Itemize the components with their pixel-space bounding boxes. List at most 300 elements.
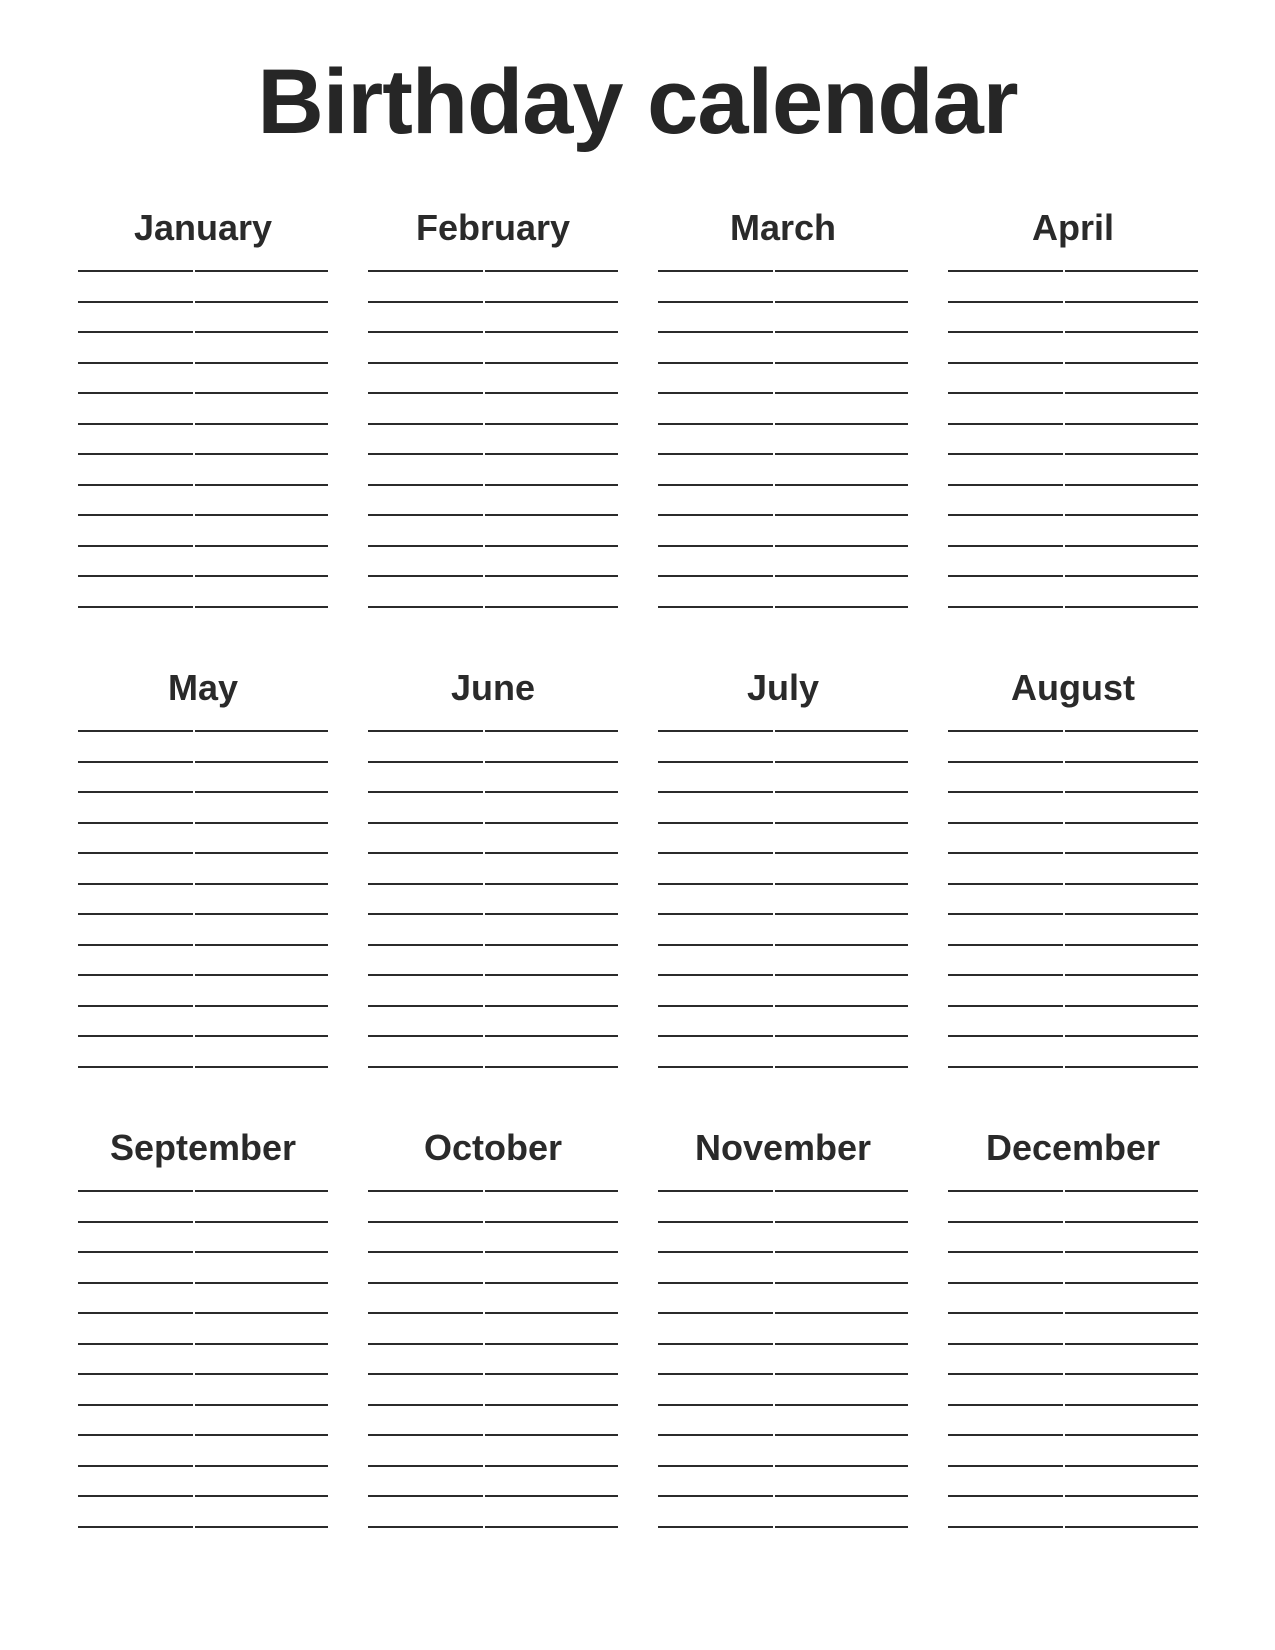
entry-line[interactable] [368,392,618,394]
line-divider [773,1404,775,1406]
entry-line[interactable] [368,761,618,763]
entry-line[interactable] [948,1373,1198,1375]
line-divider [1063,1282,1065,1284]
entry-line[interactable] [948,822,1198,824]
entry-line[interactable] [368,1005,618,1007]
entry-line[interactable] [658,1404,908,1406]
entry-line[interactable] [368,1343,618,1345]
line-divider [1063,423,1065,425]
entry-line[interactable] [78,730,328,732]
entry-line[interactable] [658,944,908,946]
entry-line[interactable] [78,423,328,425]
entry-line[interactable] [658,545,908,547]
line-divider [1063,1221,1065,1223]
line-divider [483,1066,485,1068]
line-divider [193,1066,195,1068]
line-divider [1063,514,1065,516]
month-heading: October [423,1127,563,1168]
line-divider [1063,944,1065,946]
line-divider [193,761,195,763]
entry-line[interactable] [658,1343,908,1345]
entry-line[interactable] [658,1373,908,1375]
line-divider [193,1404,195,1406]
line-divider [193,1035,195,1037]
entry-line[interactable] [78,453,328,455]
line-divider [483,1190,485,1192]
entry-line[interactable] [658,423,908,425]
entry-line[interactable] [658,362,908,364]
line-divider [483,1495,485,1497]
line-divider [483,1526,485,1528]
line-divider [773,1526,775,1528]
line-divider [1063,392,1065,394]
line-divider [773,423,775,425]
entry-line[interactable] [658,484,908,486]
line-divider [193,301,195,303]
line-divider [773,1434,775,1436]
line-divider [483,883,485,885]
entry-line[interactable] [78,606,328,608]
entry-line[interactable] [948,1312,1198,1314]
entry-line[interactable] [368,545,618,547]
line-divider [193,791,195,793]
entry-line[interactable] [78,1221,328,1223]
entry-line[interactable] [368,362,618,364]
line-divider [193,1312,195,1314]
line-divider [773,944,775,946]
line-divider [483,575,485,577]
line-divider [193,883,195,885]
line-divider [193,1190,195,1192]
line-divider [1063,1066,1065,1068]
line-divider [193,730,195,732]
entry-line[interactable] [948,913,1198,915]
line-divider [773,453,775,455]
month-heading: May [167,667,239,708]
line-divider [1063,1404,1065,1406]
entry-line[interactable] [78,362,328,364]
entry-line[interactable] [78,514,328,516]
line-divider [773,545,775,547]
line-divider [193,1282,195,1284]
entry-line[interactable] [78,1190,328,1192]
line-divider [193,1343,195,1345]
line-divider [193,484,195,486]
entry-line[interactable] [948,883,1198,885]
entry-line[interactable] [368,1251,618,1253]
line-divider [773,362,775,364]
line-divider [773,852,775,854]
entry-line[interactable] [368,852,618,854]
line-divider [483,1005,485,1007]
line-divider [483,331,485,333]
line-divider [1063,270,1065,272]
entry-line[interactable] [78,301,328,303]
entry-line[interactable] [948,423,1198,425]
line-divider [1063,331,1065,333]
entry-line[interactable] [368,791,618,793]
entry-line[interactable] [368,423,618,425]
line-divider [483,1343,485,1345]
entry-line[interactable] [658,1251,908,1253]
entry-line[interactable] [78,1526,328,1528]
line-divider [1063,1495,1065,1497]
line-divider [773,301,775,303]
line-divider [193,270,195,272]
entry-line[interactable] [948,270,1198,272]
line-divider [483,1282,485,1284]
line-divider [773,761,775,763]
entry-line[interactable] [78,1251,328,1253]
entry-line[interactable] [78,791,328,793]
month-heading: November [694,1127,872,1168]
entry-line[interactable] [78,484,328,486]
entry-line[interactable] [658,1221,908,1223]
entry-line[interactable] [368,1312,618,1314]
line-divider [193,974,195,976]
entry-line[interactable] [658,852,908,854]
line-divider [1063,453,1065,455]
line-divider [1063,1005,1065,1007]
entry-line[interactable] [948,392,1198,394]
line-divider [483,270,485,272]
line-divider [1063,1526,1065,1528]
entry-line[interactable] [658,1190,908,1192]
entry-line[interactable] [368,575,618,577]
entry-line[interactable] [368,270,618,272]
line-divider [1063,1312,1065,1314]
entry-line[interactable] [948,761,1198,763]
line-divider [773,1066,775,1068]
entry-line[interactable] [948,1282,1198,1284]
line-divider [773,1282,775,1284]
entry-line[interactable] [948,1005,1198,1007]
line-divider [483,974,485,976]
line-divider [1063,1343,1065,1345]
entry-line[interactable] [948,545,1198,547]
line-divider [483,791,485,793]
entry-line[interactable] [948,575,1198,577]
line-divider [773,1465,775,1467]
entry-line[interactable] [948,301,1198,303]
line-divider [483,423,485,425]
line-divider [193,1526,195,1528]
line-divider [773,1005,775,1007]
entry-line[interactable] [948,1434,1198,1436]
line-divider [1063,1251,1065,1253]
line-divider [483,362,485,364]
entry-line[interactable] [78,1035,328,1037]
line-divider [1063,974,1065,976]
entry-line[interactable] [948,1221,1198,1223]
line-divider [1063,852,1065,854]
line-divider [483,1035,485,1037]
entry-line[interactable] [78,1343,328,1345]
entry-line[interactable] [948,1343,1198,1345]
entry-line[interactable] [368,822,618,824]
entry-line[interactable] [658,822,908,824]
month-heading: January [133,207,273,248]
entry-line[interactable] [78,761,328,763]
line-divider [1063,1434,1065,1436]
line-divider [773,974,775,976]
entry-line[interactable] [948,484,1198,486]
line-divider [1063,913,1065,915]
line-divider [773,1312,775,1314]
line-divider [1063,791,1065,793]
line-divider [193,1221,195,1223]
entry-line[interactable] [368,1495,618,1497]
entry-line[interactable] [368,883,618,885]
entry-line[interactable] [948,1465,1198,1467]
entry-line[interactable] [368,1221,618,1223]
entry-line[interactable] [658,974,908,976]
entry-line[interactable] [948,331,1198,333]
page-title: Birthday calendar [257,51,1018,153]
entry-line[interactable] [658,270,908,272]
entry-line[interactable] [78,545,328,547]
line-divider [483,822,485,824]
entry-line[interactable] [658,453,908,455]
line-divider [193,913,195,915]
entry-line[interactable] [948,1251,1198,1253]
entry-line[interactable] [658,1312,908,1314]
line-divider [773,1190,775,1192]
line-divider [193,606,195,608]
entry-line[interactable] [368,1373,618,1375]
line-divider [1063,730,1065,732]
entry-line[interactable] [78,852,328,854]
entry-line[interactable] [78,883,328,885]
entry-line[interactable] [78,944,328,946]
line-divider [483,761,485,763]
line-divider [1063,301,1065,303]
line-divider [193,331,195,333]
line-divider [193,1495,195,1497]
line-divider [1063,362,1065,364]
entry-line[interactable] [658,1005,908,1007]
entry-line[interactable] [658,514,908,516]
line-divider [1063,1035,1065,1037]
line-divider [483,453,485,455]
entry-line[interactable] [948,730,1198,732]
entry-line[interactable] [948,514,1198,516]
entry-line[interactable] [78,1373,328,1375]
entry-line[interactable] [658,606,908,608]
line-divider [193,362,195,364]
entry-line[interactable] [368,1404,618,1406]
line-divider [193,514,195,516]
entry-line[interactable] [948,1190,1198,1192]
line-divider [773,484,775,486]
month-heading: April [1031,207,1114,248]
line-divider [773,331,775,333]
line-divider [773,1373,775,1375]
entry-line[interactable] [78,1066,328,1068]
entry-line[interactable] [368,1035,618,1037]
line-divider [483,514,485,516]
entry-line[interactable] [368,1526,618,1528]
entry-line[interactable] [78,822,328,824]
line-divider [773,791,775,793]
entry-line[interactable] [948,852,1198,854]
entry-line[interactable] [658,1526,908,1528]
entry-line[interactable] [948,974,1198,976]
entry-line[interactable] [368,1434,618,1436]
month-heading: March [729,207,837,248]
line-divider [483,606,485,608]
entry-line[interactable] [948,1526,1198,1528]
entry-line[interactable] [368,301,618,303]
line-divider [483,1312,485,1314]
line-divider [773,1035,775,1037]
line-divider [483,1373,485,1375]
line-divider [1063,1190,1065,1192]
entry-line[interactable] [658,761,908,763]
line-divider [773,883,775,885]
line-divider [193,453,195,455]
month-heading: August [1011,667,1135,708]
entry-line[interactable] [948,944,1198,946]
line-divider [193,822,195,824]
entry-line[interactable] [948,1404,1198,1406]
entry-line[interactable] [658,1465,908,1467]
line-divider [193,1251,195,1253]
line-divider [483,301,485,303]
entry-line[interactable] [78,974,328,976]
line-divider [1063,575,1065,577]
entry-line[interactable] [658,1035,908,1037]
entry-line[interactable] [948,1495,1198,1497]
entry-line[interactable] [78,1282,328,1284]
line-divider [483,484,485,486]
entry-line[interactable] [78,331,328,333]
line-divider [773,514,775,516]
entry-line[interactable] [658,883,908,885]
line-divider [483,392,485,394]
month-heading: December [985,1127,1161,1168]
line-divider [1063,545,1065,547]
entry-line[interactable] [368,913,618,915]
line-divider [193,944,195,946]
line-divider [483,545,485,547]
line-divider [773,1221,775,1223]
line-divider [483,1251,485,1253]
entry-line[interactable] [78,1404,328,1406]
entry-line[interactable] [368,944,618,946]
line-divider [483,730,485,732]
month-heading: June [450,667,536,708]
entry-line[interactable] [368,730,618,732]
entry-line[interactable] [368,1465,618,1467]
line-divider [773,1495,775,1497]
entry-line[interactable] [948,1066,1198,1068]
entry-line[interactable] [658,791,908,793]
entry-line[interactable] [658,1282,908,1284]
entry-line[interactable] [948,453,1198,455]
entry-line[interactable] [948,791,1198,793]
entry-line[interactable] [948,1035,1198,1037]
line-divider [1063,822,1065,824]
line-divider [773,822,775,824]
line-divider [483,852,485,854]
entry-line[interactable] [78,913,328,915]
line-divider [193,1434,195,1436]
line-divider [193,1373,195,1375]
entry-line[interactable] [368,974,618,976]
entry-line[interactable] [658,730,908,732]
line-divider [483,1465,485,1467]
line-divider [193,852,195,854]
entry-line[interactable] [368,1282,618,1284]
line-divider [773,270,775,272]
entry-line[interactable] [948,606,1198,608]
entry-line[interactable] [658,1434,908,1436]
line-divider [483,944,485,946]
entry-line[interactable] [78,1312,328,1314]
entry-line[interactable] [658,301,908,303]
entry-line[interactable] [368,1066,618,1068]
entry-line[interactable] [78,392,328,394]
line-divider [1063,1465,1065,1467]
entry-line[interactable] [78,270,328,272]
entry-line[interactable] [658,331,908,333]
month-heading: September [109,1127,297,1168]
entry-line[interactable] [78,1495,328,1497]
line-divider [773,913,775,915]
line-divider [193,392,195,394]
entry-line[interactable] [78,1434,328,1436]
entry-line[interactable] [368,453,618,455]
month-heading: February [415,207,571,248]
entry-line[interactable] [78,1465,328,1467]
line-divider [773,1251,775,1253]
entry-line[interactable] [368,331,618,333]
line-divider [193,575,195,577]
line-divider [773,730,775,732]
line-divider [773,1343,775,1345]
entry-line[interactable] [658,913,908,915]
line-divider [773,392,775,394]
line-divider [773,575,775,577]
entry-line[interactable] [658,1495,908,1497]
line-divider [1063,761,1065,763]
line-divider [193,423,195,425]
entry-line[interactable] [658,1066,908,1068]
entry-line[interactable] [368,606,618,608]
line-divider [483,913,485,915]
entry-line[interactable] [658,575,908,577]
line-divider [1063,606,1065,608]
entry-line[interactable] [658,392,908,394]
entry-line[interactable] [368,484,618,486]
entry-line[interactable] [948,362,1198,364]
line-divider [483,1404,485,1406]
entry-line[interactable] [78,575,328,577]
line-divider [483,1221,485,1223]
line-divider [193,1005,195,1007]
line-divider [773,606,775,608]
entry-line[interactable] [368,1190,618,1192]
line-divider [1063,484,1065,486]
entry-line[interactable] [368,514,618,516]
line-divider [193,545,195,547]
line-divider [1063,1373,1065,1375]
entry-line[interactable] [78,1005,328,1007]
line-divider [1063,883,1065,885]
month-heading: July [746,667,820,708]
line-divider [483,1434,485,1436]
